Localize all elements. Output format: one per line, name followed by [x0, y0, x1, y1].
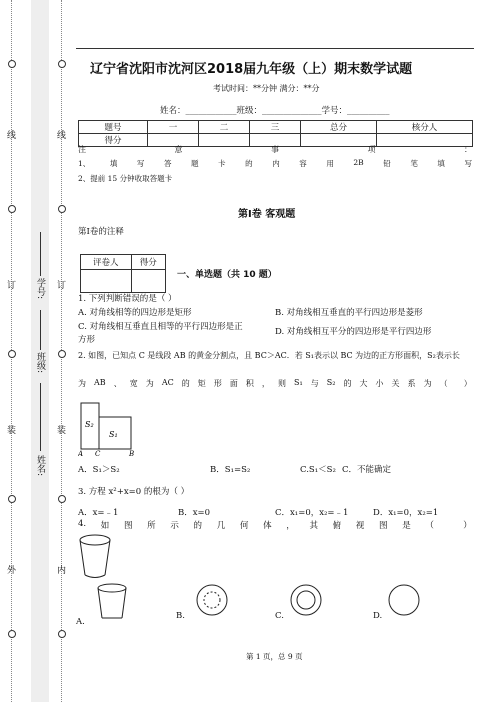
q2-char: 面 — [229, 379, 238, 388]
score-header-cell: 三 — [250, 121, 301, 134]
q1-option-d[interactable]: D. 对角线相互平分的四边形是平行四边形 — [275, 327, 432, 337]
q4-char: 4. — [78, 519, 87, 529]
q2-char: ） — [463, 379, 472, 388]
q2-char: （ — [439, 379, 448, 388]
score-header-cell: 二 — [199, 121, 250, 134]
q4-top-ellipse — [80, 535, 110, 545]
table-row — [79, 121, 473, 134]
q4-char: 其 — [309, 521, 318, 531]
side-label-number: 学号: — [35, 278, 45, 300]
q1-option-b[interactable]: B. 对角线相互垂直的平行四边形是菱形 — [275, 308, 423, 318]
grader-header: 评卷人 — [81, 255, 132, 270]
page-footer: 第 1 页，总 9 页 — [246, 652, 303, 661]
q2-figure — [78, 395, 148, 457]
part-title: 一、单选题（共 10 题） — [177, 270, 277, 280]
q4-a-right-edge — [122, 588, 126, 618]
q2-option-b[interactable]: B．S₁=S₂ — [210, 465, 251, 475]
q4-char: 图 — [379, 521, 388, 531]
q4-char: 图 — [123, 521, 133, 531]
section-title: 第Ⅰ卷 客观题 — [238, 209, 296, 220]
q4-b-inner-circle — [204, 592, 220, 608]
q2-char: 为 — [145, 379, 154, 388]
q2-char: 的 — [343, 379, 352, 388]
q4-option-c-figure[interactable] — [288, 582, 328, 622]
q4-char: 的 — [193, 521, 203, 531]
q4-char: 示 — [170, 521, 179, 531]
notes-char: 的 — [245, 159, 253, 168]
q3-option-d[interactable]: D．x₁=0，x₂=1 — [373, 508, 439, 518]
inner-mark-xian: 线 — [55, 130, 65, 139]
q4-char: 何 — [239, 521, 249, 531]
binding-hole-7 — [58, 205, 66, 213]
q1-option-c-line2[interactable]: 方形 — [78, 335, 96, 345]
binding-hole-5 — [8, 630, 16, 638]
q2-label-c: C — [95, 450, 101, 457]
q2-label-b: B — [129, 450, 135, 457]
score-header-cell: 总分 — [301, 121, 377, 134]
notes-char: 2B — [353, 158, 364, 167]
notes-char: 1、 — [78, 159, 91, 168]
q2-char: 则 — [277, 379, 286, 388]
binding-hole-9 — [58, 495, 66, 503]
q2-char: 大 — [359, 379, 368, 388]
q2-label-a: A — [78, 450, 84, 457]
q2-char: 矩 — [197, 379, 206, 388]
binding-hole-10 — [58, 630, 66, 638]
notes-char: 填 — [437, 159, 445, 168]
q1-stem: 1. 下列判断错误的是（ ） — [78, 294, 177, 304]
q1-option-a[interactable]: A. 对角线相等的四边形是矩形 — [78, 308, 192, 318]
binding-hole-4 — [8, 495, 16, 503]
q4-left-edge — [80, 540, 85, 575]
q2-label-s1: S₁ — [109, 430, 118, 439]
q2-option-c[interactable]: C.S₁＜S₂ — [300, 465, 336, 475]
notes-char: 内 — [272, 159, 280, 168]
binding-strip — [31, 0, 49, 702]
inner-mark-nei: 内 — [55, 565, 65, 574]
q2-char: 的 — [181, 379, 190, 388]
notes-char: 题 — [191, 159, 199, 168]
q2-stem-line1: 2. 如图，已知点 C 是线段 AB 的黄金分割点，且 BC＞AC．若 S₁表示以 BC 为边的正方形面积，S₂表示长 — [78, 351, 460, 360]
notes-char: ： — [464, 145, 472, 154]
q4-option-a-figure[interactable] — [94, 582, 134, 624]
notes-char: 卡 — [218, 159, 226, 168]
q3-option-c[interactable]: C．x₁=0，x₂=﹣1 — [275, 508, 349, 518]
notes-line-1 — [78, 144, 472, 155]
q4-char: ） — [463, 521, 472, 531]
score-table — [78, 120, 473, 147]
inner-mark-ding: 订 — [55, 280, 65, 289]
q4-bottom-arc — [85, 575, 105, 578]
binding-hole-3 — [8, 350, 16, 358]
outer-mark-wai: 外 — [5, 565, 15, 574]
q3-option-a[interactable]: A．x=﹣1 — [78, 508, 119, 518]
section-sub: 第Ⅰ卷的注释 — [78, 227, 124, 237]
side-label-class: 班级: — [35, 352, 45, 374]
q2-option-d[interactable]: C．不能确定 — [342, 465, 392, 475]
notes-char: 注 — [78, 145, 86, 154]
q4-a-left-edge — [98, 588, 102, 618]
q4-char: 视 — [355, 521, 365, 531]
q4-c-inner-circle — [297, 591, 315, 609]
grader-table — [80, 254, 166, 293]
binding-hole-8 — [58, 350, 66, 358]
q2-char: 宽 — [129, 379, 138, 388]
q4-char: 所 — [147, 521, 156, 531]
q2-char: S₁ — [293, 378, 303, 387]
q2-char: 、 — [113, 379, 122, 388]
table-row — [81, 270, 166, 293]
notes-char: 事 — [271, 145, 279, 154]
class-underline — [40, 310, 41, 350]
q2-char: 积 — [245, 379, 254, 388]
notes-char: 笔 — [410, 159, 418, 168]
score-header-cell: 一 — [148, 121, 199, 134]
q4-option-b[interactable]: B. — [176, 611, 185, 621]
q4-char: 俯 — [332, 521, 342, 531]
q1-option-c-line1[interactable]: C. 对角线相互垂直且相等的平行四边形是正 — [78, 322, 243, 332]
grader-header: 得分 — [131, 255, 165, 270]
q2-char: 系 — [407, 379, 416, 388]
q2-char: 形 — [213, 379, 222, 388]
q4-char: 是 — [402, 521, 411, 531]
q4-option-c[interactable]: C. — [275, 611, 284, 621]
notes-char: 铅 — [383, 159, 391, 168]
q4-option-b-figure[interactable] — [194, 582, 234, 622]
score-header-cell: 核分人 — [377, 121, 473, 134]
page-title: 辽宁省沈阳市沈河区2018届九年级（上）期末数学试题 — [90, 62, 413, 77]
q4-solid-figure — [76, 533, 116, 581]
q2-stem-line2 — [78, 378, 472, 389]
score-label-cell: 得分 — [79, 134, 148, 147]
q4-char: 体 — [263, 521, 272, 531]
q4-stem — [78, 519, 472, 531]
score-header-cell: 题号 — [79, 121, 148, 134]
grader-input-cell[interactable] — [81, 270, 132, 293]
q4-char: 几 — [216, 521, 226, 531]
binding-hole-2 — [8, 205, 16, 213]
q4-b-outer-circle — [197, 585, 227, 615]
q4-char: ， — [286, 521, 295, 531]
q2-char: 为 — [423, 379, 432, 388]
q2-char: 与 — [310, 379, 319, 388]
notes-char: 意 — [174, 145, 183, 154]
inner-mark-zhuang: 装 — [55, 425, 65, 434]
q4-right-edge — [105, 540, 110, 575]
notes-char: 答 — [163, 159, 172, 168]
side-label-name: 姓名: — [35, 455, 45, 477]
q2-char: 为 — [78, 379, 86, 388]
exam-meta: 考试时间：**分钟 满分：**分 — [213, 84, 320, 93]
student-info-line: 姓名：____________班级：______________学号：__________ — [160, 106, 390, 116]
q4-option-d-figure[interactable] — [386, 582, 426, 622]
header-rule — [76, 48, 474, 49]
notes-char: 写 — [136, 159, 145, 168]
q2-char: S₂ — [326, 378, 336, 387]
name-underline — [40, 383, 41, 451]
q2-option-a[interactable]: A．S₁＞S₂ — [78, 465, 120, 475]
q2-char: 小 — [375, 379, 384, 388]
q4-option-d[interactable]: D. — [373, 611, 383, 621]
outer-mark-zhuang: 装 — [5, 425, 15, 434]
notes-char: 用 — [326, 159, 334, 168]
outer-mark-ding: 订 — [5, 280, 15, 289]
notes-char: 写 — [464, 159, 472, 168]
binding-hole-1 — [8, 60, 16, 68]
q2-char: AC — [161, 378, 174, 387]
q4-option-a[interactable]: A. — [76, 617, 85, 627]
grader-input-cell[interactable] — [131, 270, 165, 293]
q4-d-circle — [389, 585, 419, 615]
number-underline — [40, 232, 41, 276]
q4-char: （ — [425, 521, 434, 531]
q2-label-s2: S₂ — [85, 420, 94, 429]
q3-option-b[interactable]: B．x=0 — [178, 508, 211, 518]
q2-char: AB — [94, 378, 106, 387]
notes-line-3: 2、提前 15 分钟收取答题卡 — [78, 174, 173, 183]
table-row — [81, 255, 166, 270]
q3-stem: 3. 方程 x²+x=0 的根为（ ） — [78, 487, 190, 497]
q2-char: ， — [261, 379, 270, 388]
notes-char: 容 — [299, 159, 307, 168]
binding-hole-6 — [58, 60, 66, 68]
outer-mark-xian: 线 — [5, 130, 15, 139]
q2-char: 关 — [391, 379, 400, 388]
q4-a-top-ellipse — [98, 584, 126, 592]
notes-line-2 — [78, 158, 472, 169]
notes-char: 项 — [367, 145, 376, 154]
notes-char: 填 — [109, 159, 118, 168]
q4-char: 如 — [100, 521, 110, 531]
q4-c-outer-circle — [291, 585, 321, 615]
